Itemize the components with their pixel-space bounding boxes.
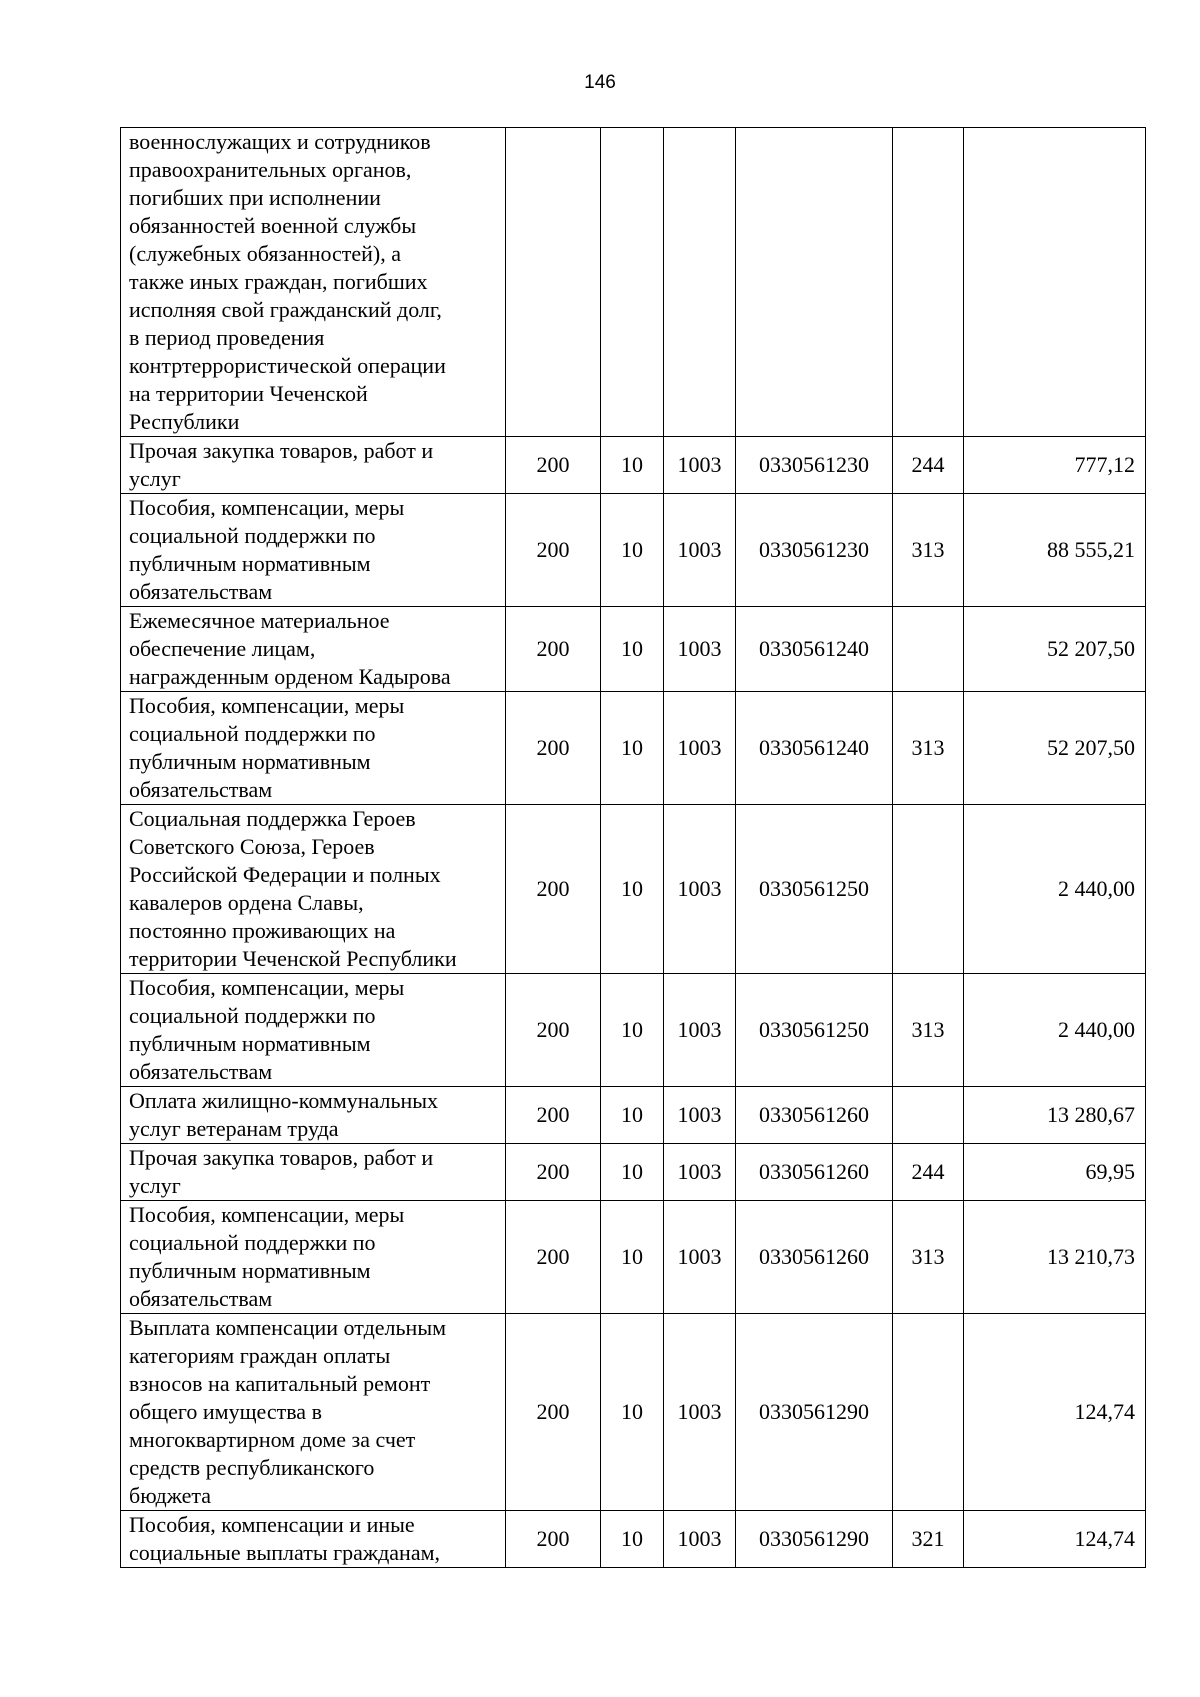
subsection-code: 1003: [664, 974, 736, 1087]
section-code: 10: [601, 1314, 664, 1511]
section-code: 10: [601, 1144, 664, 1201]
target-article-code: 0330561250: [736, 974, 893, 1087]
ministry-code: 200: [506, 1201, 601, 1314]
target-article-code: 0330561290: [736, 1511, 893, 1568]
expense-type-code: 313: [893, 974, 964, 1087]
subsection-code: 1003: [664, 1201, 736, 1314]
row-description: Ежемесячное материальное обеспечение лицам, награжденным орденом Кадырова: [121, 607, 506, 692]
amount: 52 207,50: [964, 692, 1146, 805]
expense-type-code: 321: [893, 1511, 964, 1568]
ministry-code: 200: [506, 805, 601, 974]
target-article-code: 0330561240: [736, 607, 893, 692]
table-row: [121, 1511, 1146, 1568]
table-row: [121, 128, 1146, 437]
target-article-code: 0330561230: [736, 437, 893, 494]
target-article-code: 0330561260: [736, 1087, 893, 1144]
expense-type-code: 244: [893, 437, 964, 494]
section-code: 10: [601, 607, 664, 692]
table-row: [121, 607, 1146, 692]
row-description: Пособия, компенсации, меры социальной поддержки по публичным нормативным обязательствам: [121, 692, 506, 805]
row-description: Социальная поддержка Героев Советского Союза, Героев Российской Федерации и полных кавалеров ордена Славы, постоянно проживающих на территории Чеченской Республики: [121, 805, 506, 974]
table-row: [121, 692, 1146, 805]
ministry-code: 200: [506, 1314, 601, 1511]
expense-type-code: 313: [893, 692, 964, 805]
target-article-code: 0330561260: [736, 1201, 893, 1314]
ministry-code: 200: [506, 437, 601, 494]
amount: 52 207,50: [964, 607, 1146, 692]
amount: 124,74: [964, 1314, 1146, 1511]
section-code: 10: [601, 1201, 664, 1314]
expense-type-code: 313: [893, 494, 964, 607]
section-code: 10: [601, 437, 664, 494]
row-description: военнослужащих и сотрудников правоохранительных органов, погибших при исполнении обязанностей военной службы (служебных обязанностей), а также иных граждан, погибших исполняя свой гражданский долг, в период проведения контртеррористической операции на территории Чеченской Республики: [121, 128, 506, 437]
ministry-code: 200: [506, 692, 601, 805]
table-row: [121, 494, 1146, 607]
table-row: [121, 805, 1146, 974]
ministry-code: [506, 128, 601, 437]
subsection-code: 1003: [664, 1087, 736, 1144]
ministry-code: 200: [506, 494, 601, 607]
expense-type-code: [893, 1087, 964, 1144]
section-code: 10: [601, 692, 664, 805]
target-article-code: 0330561260: [736, 1144, 893, 1201]
ministry-code: 200: [506, 1144, 601, 1201]
table-row: [121, 1201, 1146, 1314]
amount: 88 555,21: [964, 494, 1146, 607]
page-number: 146: [584, 72, 616, 93]
amount: [964, 128, 1146, 437]
table-row: [121, 437, 1146, 494]
row-description: Пособия, компенсации, меры социальной поддержки по публичным нормативным обязательствам: [121, 1201, 506, 1314]
ministry-code: 200: [506, 974, 601, 1087]
subsection-code: 1003: [664, 607, 736, 692]
budget-table: [120, 127, 1146, 1568]
target-article-code: [736, 128, 893, 437]
section-code: 10: [601, 805, 664, 974]
subsection-code: 1003: [664, 1314, 736, 1511]
ministry-code: 200: [506, 607, 601, 692]
target-article-code: 0330561240: [736, 692, 893, 805]
target-article-code: 0330561290: [736, 1314, 893, 1511]
subsection-code: 1003: [664, 494, 736, 607]
row-description: Пособия, компенсации и иные социальные выплаты гражданам,: [121, 1511, 506, 1568]
section-code: 10: [601, 1511, 664, 1568]
table-row: [121, 974, 1146, 1087]
amount: 777,12: [964, 437, 1146, 494]
amount: 13 210,73: [964, 1201, 1146, 1314]
section-code: [601, 128, 664, 437]
expense-type-code: 244: [893, 1144, 964, 1201]
amount: 124,74: [964, 1511, 1146, 1568]
expense-type-code: 313: [893, 1201, 964, 1314]
section-code: 10: [601, 1087, 664, 1144]
section-code: 10: [601, 974, 664, 1087]
row-description: Прочая закупка товаров, работ и услуг: [121, 1144, 506, 1201]
table-row: [121, 1144, 1146, 1201]
target-article-code: 0330561230: [736, 494, 893, 607]
expense-type-code: [893, 1314, 964, 1511]
subsection-code: [664, 128, 736, 437]
table-row: [121, 1087, 1146, 1144]
row-description: Оплата жилищно-коммунальных услуг ветеранам труда: [121, 1087, 506, 1144]
table-row: [121, 1314, 1146, 1511]
amount: 2 440,00: [964, 805, 1146, 974]
subsection-code: 1003: [664, 1144, 736, 1201]
expense-type-code: [893, 607, 964, 692]
row-description: Пособия, компенсации, меры социальной поддержки по публичным нормативным обязательствам: [121, 974, 506, 1087]
subsection-code: 1003: [664, 437, 736, 494]
amount: 13 280,67: [964, 1087, 1146, 1144]
row-description: Пособия, компенсации, меры социальной поддержки по публичным нормативным обязательствам: [121, 494, 506, 607]
amount: 69,95: [964, 1144, 1146, 1201]
target-article-code: 0330561250: [736, 805, 893, 974]
amount: 2 440,00: [964, 974, 1146, 1087]
subsection-code: 1003: [664, 692, 736, 805]
row-description: Прочая закупка товаров, работ и услуг: [121, 437, 506, 494]
section-code: 10: [601, 494, 664, 607]
expense-type-code: [893, 805, 964, 974]
ministry-code: 200: [506, 1087, 601, 1144]
subsection-code: 1003: [664, 805, 736, 974]
row-description: Выплата компенсации отдельным категориям граждан оплаты взносов на капитальный ремонт общего имущества в многоквартирном доме за счет средств республиканского бюджета: [121, 1314, 506, 1511]
ministry-code: 200: [506, 1511, 601, 1568]
subsection-code: 1003: [664, 1511, 736, 1568]
expense-type-code: [893, 128, 964, 437]
